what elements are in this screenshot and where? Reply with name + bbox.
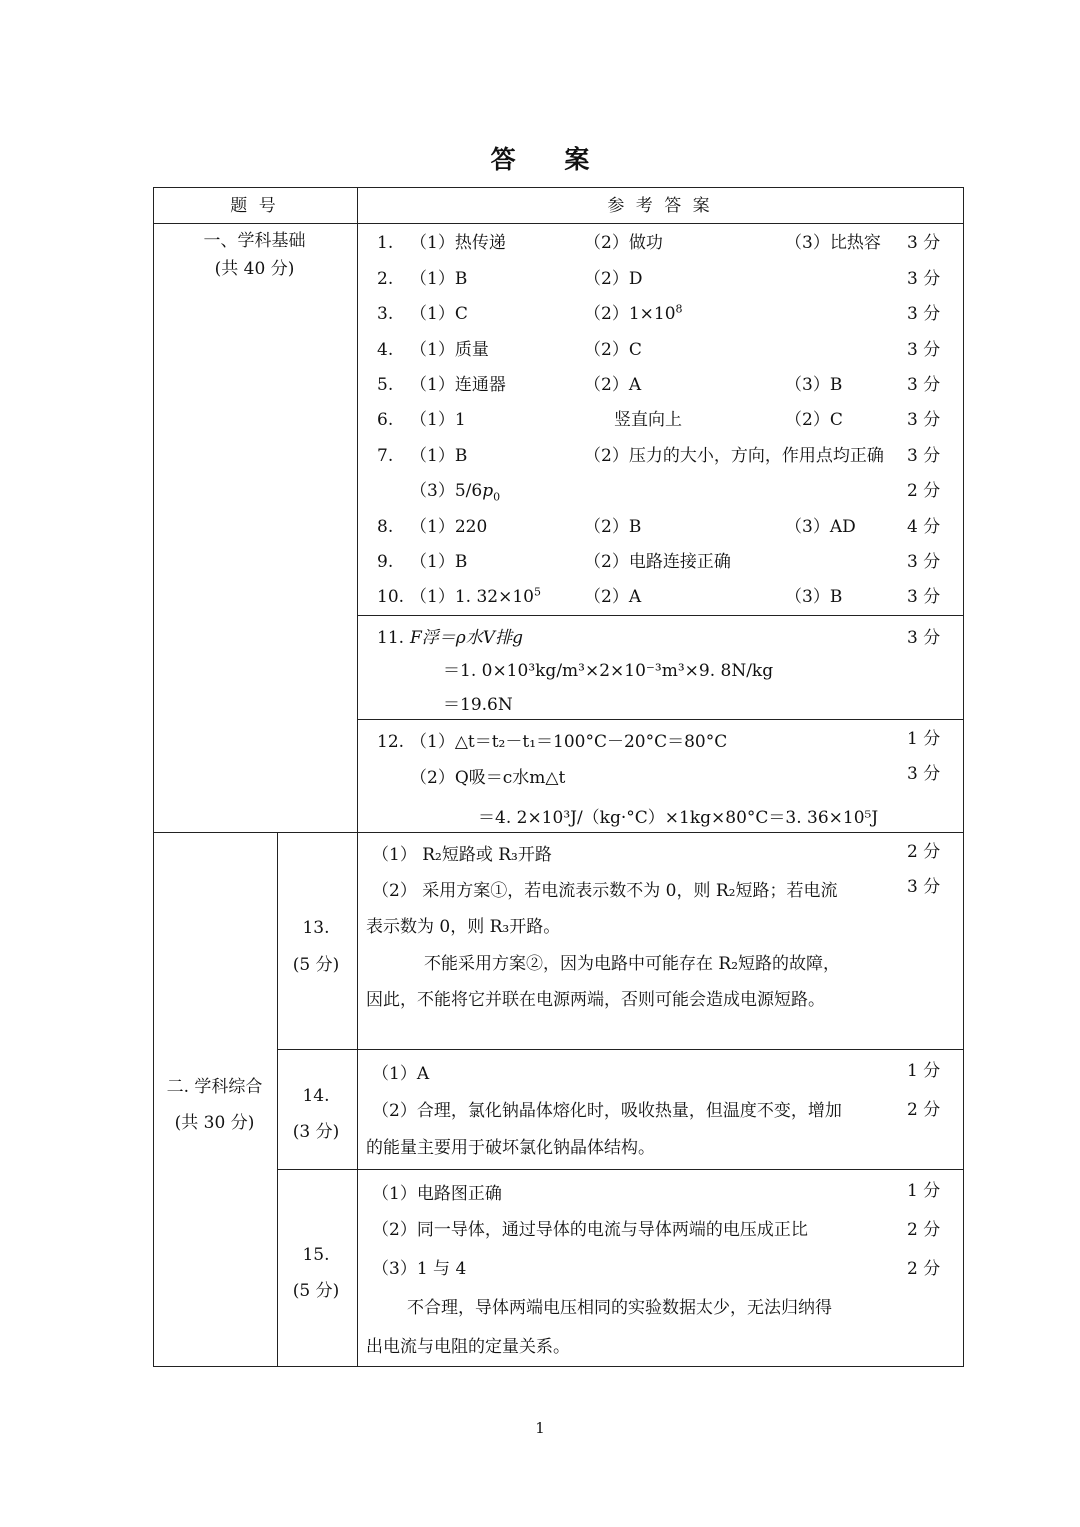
row-1-number: 1. [377,233,394,253]
section2-points: (共 30 分) [174,1113,255,1133]
q15-points: (5 分) [292,1281,340,1301]
row-10-number: 9. [377,552,394,572]
row-9-answer-1: （1）220 [410,517,488,537]
q12-line3: ＝4. 2×10³J/（kg·°C）×1kg×80°C＝3. 36×10⁵J [478,808,879,828]
superscript: 8 [675,302,683,316]
row-4-score: 3 分 [907,340,941,360]
row-5-score: 3 分 [907,375,941,395]
row-10-answer-1: （1）B [410,552,468,572]
page-title: 答 案 [490,145,610,174]
row-6-answer-2: 竖直向上 [614,410,682,430]
q13-line1: （1） R₂短路或 R₃开路 [372,845,552,865]
row-5-answer-3: （3）B [785,375,843,395]
section1-name: 一、学科基础 [203,231,306,251]
page-number: 1 [535,1419,545,1437]
q14-line2: （2）合理，氯化钠晶体熔化时，吸收热量，但温度不变，增加 [372,1101,842,1121]
row-2-score: 3 分 [907,269,941,289]
q15-score2: 2 分 [907,1220,941,1240]
q13-line2: （2） 采用方案①，若电流表示数不为 0，则 R₂短路；若电流 [372,881,838,901]
section1-points: (共 40 分) [214,259,295,279]
q11-score: 3 分 [907,628,941,648]
q15-label: 15. [302,1245,330,1265]
row-5-number: 5. [377,375,394,395]
row-8-score: 2 分 [907,481,941,501]
section2-name: 二. 学科综合 [166,1077,263,1097]
header-reference-answer: 参 考 答 案 [607,196,713,216]
q14-score2: 2 分 [907,1100,941,1120]
italic-var: p [482,481,494,501]
q13-score2: 3 分 [907,877,941,897]
table-rule [357,615,963,616]
q14-score1: 1 分 [907,1061,941,1081]
q13-score1: 2 分 [907,842,941,862]
q14-line1: （1）A [372,1064,430,1084]
row-4-answer-1: （1）质量 [410,340,489,360]
q12-score2: 3 分 [907,764,941,784]
q14-label: 14. [302,1086,330,1106]
row-9-number: 8. [377,517,394,537]
row-6-number: 6. [377,410,394,430]
q14-line3: 的能量主要用于破坏氯化钠晶体结构。 [366,1138,655,1158]
q15-line5: 出电流与电阻的定量关系。 [366,1337,570,1357]
q15-line3: （3）1 与 4 [372,1259,467,1279]
row-11-answer-1: （1）1. $32\times 10^5$ [410,585,541,607]
q11-line1: F浮＝ρ水V排g [410,628,523,648]
row-2-answer-1: （1）B [410,269,468,289]
row-7-answer-1: （1）B [410,446,468,466]
q11-line2: ＝1. 0×10³kg/m³×2×10⁻³m³×9. 8N/kg [443,661,774,681]
row-3-number: 3. [377,304,394,324]
row-8-answer-1: $(3)5/6p_0$ [410,481,501,504]
q15-score1: 1 分 [907,1181,941,1201]
row-4-answer-2: （2）C [584,340,642,360]
row-5-answer-2: （2）A [584,375,642,395]
q15-line2: （2）同一导体，通过导体的电流与导体两端的电压成正比 [372,1220,808,1240]
q14-points: (3 分) [292,1122,340,1142]
row-2-number: 2. [377,269,394,289]
table-rule [357,719,963,720]
q11-number: 11. [377,628,405,648]
row-1-answer-2: （2）做功 [584,233,663,253]
q15-line4: 不合理，导体两端电压相同的实验数据太少，无法归纳得 [407,1298,832,1318]
q11-line3: ＝19.6N [443,695,513,715]
q13-line5: 因此，不能将它并联在电源两端，否则可能会造成电源短路。 [366,990,825,1010]
q13-points: (5 分) [292,955,340,975]
q12-score1: 1 分 [907,729,941,749]
row-7-number: 7. [377,446,394,466]
row-1-answer-1: （1）热传递 [410,233,506,253]
table-rule [154,223,963,224]
row-3-score: 3 分 [907,304,941,324]
q12-line2: （2）Q吸＝c水m△t [410,768,566,788]
row-1-score: 3 分 [907,233,941,253]
row-7-answer-2: （2）压力的大小，方向，作用点均正确 [584,446,884,466]
q13-line4: 不能采用方案②，因为电路中可能存在 R₂短路的故障， [424,954,841,974]
row-3-answer-1: （1）C [410,304,468,324]
subscript: 0 [493,490,501,504]
row-3-answer-2: $(2)1\times 10^8$ [584,302,683,324]
row-11-score: 3 分 [907,587,941,607]
row-6-answer-1: （1）1 [410,410,466,430]
row-6-score: 3 分 [907,410,941,430]
row-6-answer-3: （2）C [785,410,843,430]
row-9-score: 4 分 [907,517,941,537]
row-2-answer-2: （2）D [584,269,643,289]
row-4-number: 4. [377,340,394,360]
q12-number: 12. [377,732,405,752]
table-rule [357,188,358,1366]
table-rule [277,1169,963,1170]
row-5-answer-1: （1）连通器 [410,375,506,395]
q15-score3: 2 分 [907,1259,941,1279]
row-1-answer-3: （3）比热容 [785,233,881,253]
table-rule [154,832,963,833]
header-question-number: 题 号 [230,196,279,216]
superscript: 5 [533,585,541,599]
row-11-number: 10. [377,587,405,607]
row-7-score: 3 分 [907,446,941,466]
table-rule [277,1049,963,1050]
row-10-answer-2: （2）电路连接正确 [584,552,731,572]
row-11-answer-2: （2）A [584,587,642,607]
q13-label: 13. [302,918,330,938]
q12-line1: （1）△t＝t₂－t₁＝100°C－20°C＝80°C [410,732,728,752]
row-11-answer-3: （3）B [785,587,843,607]
row-10-score: 3 分 [907,552,941,572]
q13-line3: 表示数为 0，则 R₃开路。 [366,917,561,937]
q15-line1: （1）电路图正确 [372,1184,502,1204]
row-9-answer-2: （2）B [584,517,642,537]
row-9-answer-3: （3）AD [785,517,856,537]
